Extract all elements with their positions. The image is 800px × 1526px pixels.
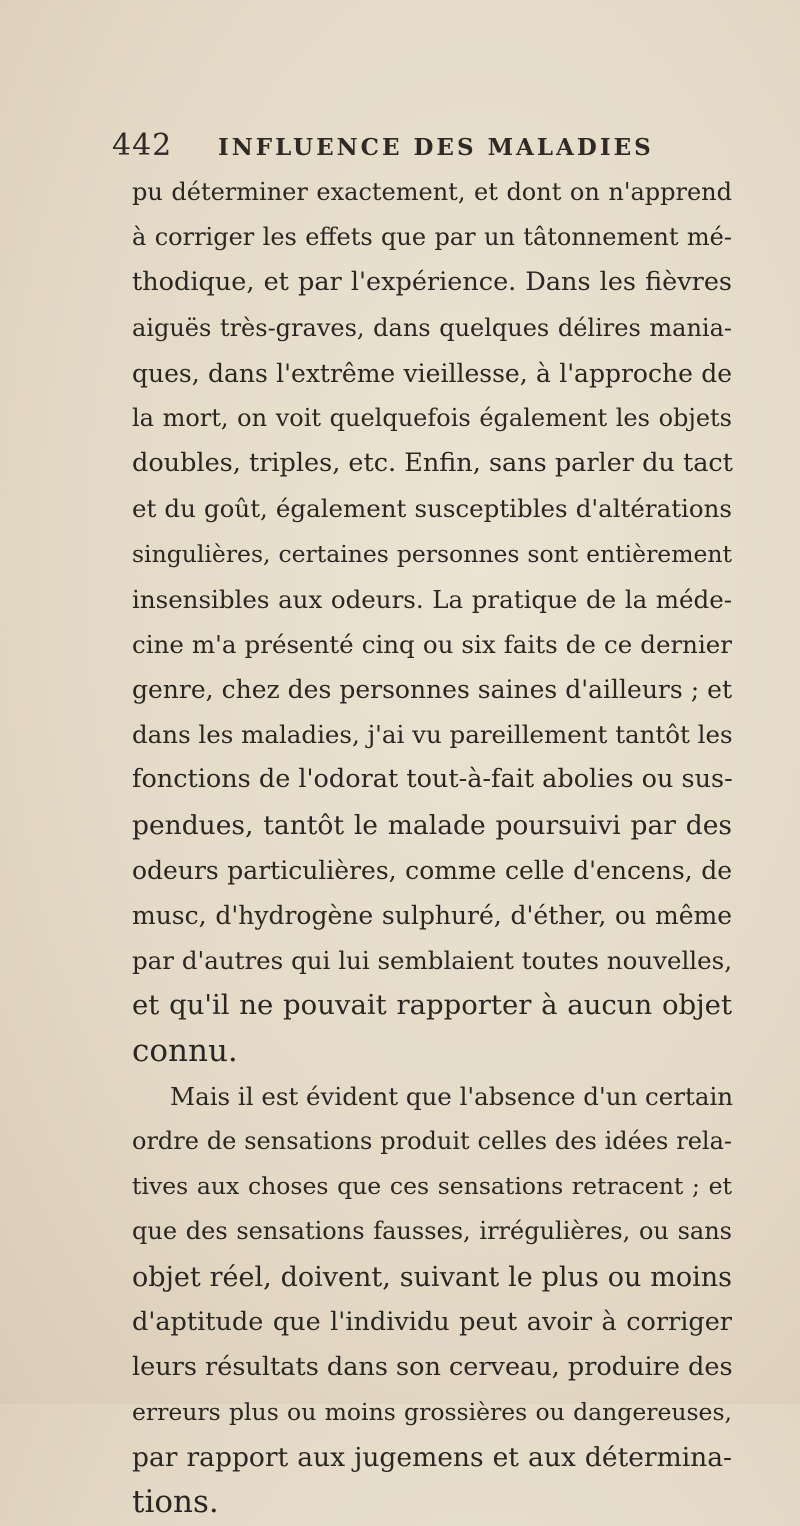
text-line: et qu'il ne pouvait rapporter à aucun objet [132, 989, 732, 1022]
text-line: connu. [132, 1032, 238, 1069]
text-line: la mort, on voit quelquefois également les objets [132, 403, 732, 432]
text-line: erreurs plus ou moins grossières ou dangereuses, [132, 1398, 732, 1427]
running-head: INFLUENCE DES MALADIES [218, 134, 654, 161]
text-line: ques, dans l'extrême vieillesse, à l'approche de [132, 358, 732, 388]
page-header [100, 128, 660, 168]
text-line: par d'autres qui lui semblaient toutes nouvelles, [132, 946, 732, 976]
paragraph-2 [132, 1074, 732, 1526]
text-line: genre, chez des personnes saines d'ailleurs ; et [132, 675, 732, 705]
body-text [132, 170, 732, 1526]
text-line: insensibles aux odeurs. La pratique de la méde- [132, 584, 732, 614]
text-line: tions. [132, 1484, 219, 1521]
text-line: pu déterminer exactement, et dont on n'apprend [132, 178, 732, 206]
text-line: doubles, triples, etc. Enfin, sans parler du tact [132, 448, 733, 479]
text-line: cine m'a présenté cinq ou six faits de ce dernier [132, 629, 732, 659]
text-line: à corriger les effets que par un tâtonnement mé- [132, 223, 732, 252]
text-line: Mais il est évident que l'absence d'un certain [170, 1081, 734, 1111]
text-line: pendues, tantôt le malade poursuivi par des [132, 809, 732, 841]
text-line: leurs résultats dans son cerveau, produire des [132, 1351, 733, 1382]
text-line: par rapport aux jugemens et aux détermina- [132, 1442, 732, 1474]
text-line: aiguës très-graves, dans quelques délires mania- [132, 313, 732, 342]
text-line: tives aux choses que ces sensations retracent ; et [132, 1172, 732, 1201]
text-line: thodique, et par l'expérience. Dans les fièvres [132, 267, 732, 298]
page-number: 442 [112, 128, 173, 163]
text-line: et du goût, également susceptibles d'altérations [132, 494, 732, 524]
text-line: musc, d'hydrogène sulphuré, d'éther, ou même [132, 901, 732, 930]
text-line: d'aptitude que l'individu peut avoir à corriger [132, 1306, 732, 1337]
text-line: que des sensations fausses, irrégulières, ou sans [132, 1217, 732, 1246]
text-line: objet réel, doivent, suivant le plus ou moins [132, 1261, 732, 1293]
paragraph-1 [132, 170, 732, 1074]
text-line: fonctions de l'odorat tout-à-fait abolies ou sus- [132, 764, 733, 795]
text-line: ordre de sensations produit celles des idées rela- [132, 1126, 732, 1155]
text-line: singulières, certaines personnes sont entièrement [132, 539, 732, 568]
text-line: odeurs particulières, comme celle d'encens, de [132, 855, 732, 885]
text-line: dans les maladies, j'ai vu pareillement tantôt les [132, 720, 733, 750]
